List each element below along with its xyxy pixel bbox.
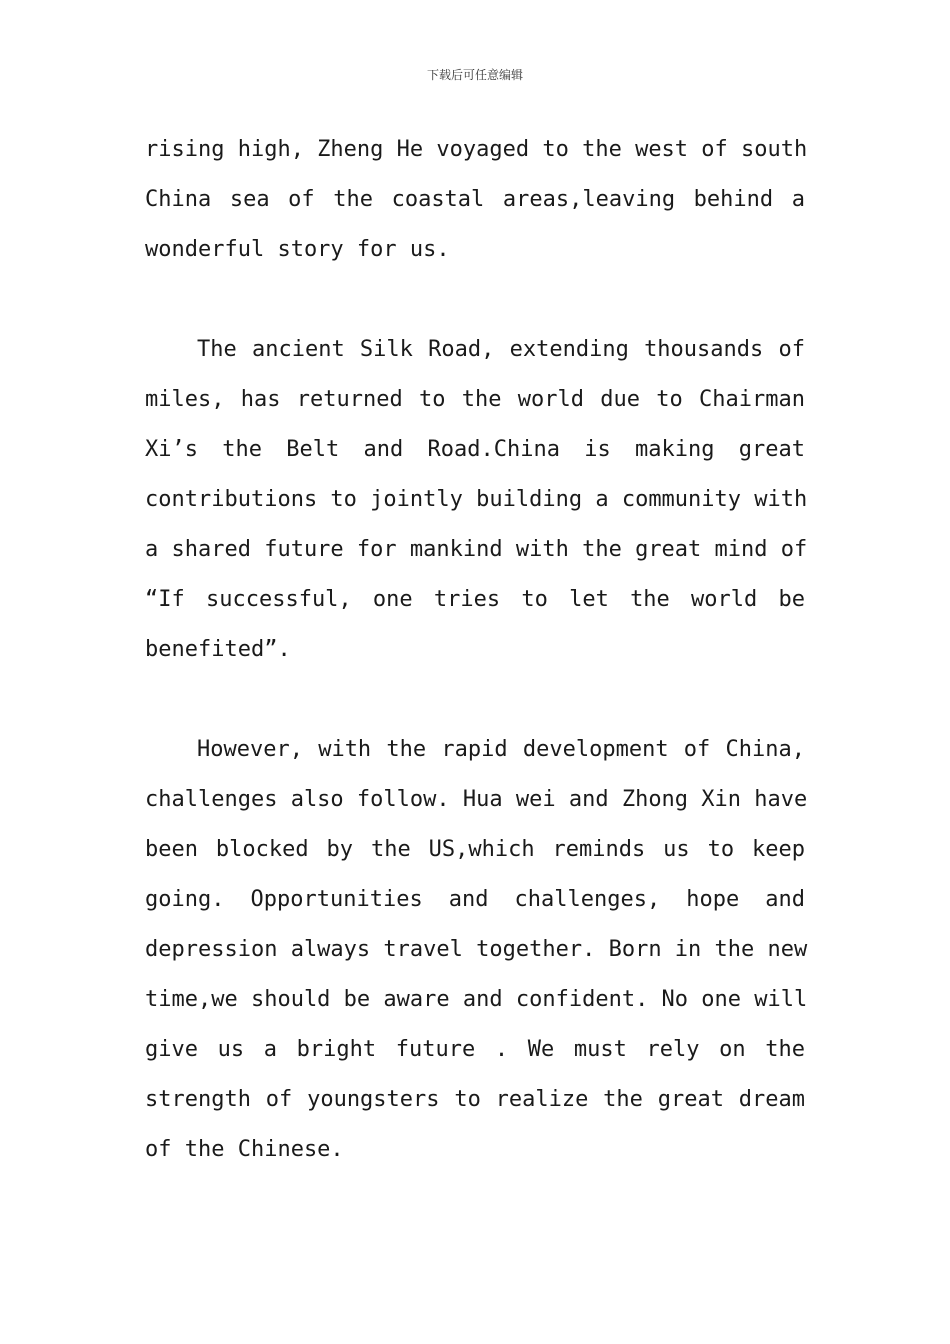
text-line: a shared future for mankind with the great mind of bbox=[145, 537, 808, 562]
text-line: strength of youngsters to realize the great dream bbox=[145, 1087, 805, 1112]
text-line: time,we should be aware and confident. No one will bbox=[145, 987, 808, 1012]
text-line: challenges also follow. Hua wei and Zhong Xin have bbox=[145, 787, 808, 812]
text-line: of the Chinese. bbox=[145, 1137, 344, 1162]
text-line: China sea of the coastal areas,leaving behind a bbox=[145, 187, 805, 212]
text-line: contributions to jointly building a community with bbox=[145, 487, 808, 512]
text-line: been blocked by the US,which reminds us to keep bbox=[145, 837, 805, 862]
text-line: wonderful story for us. bbox=[145, 237, 450, 262]
text-line: going. Opportunities and challenges, hope and bbox=[145, 887, 805, 912]
text-line: rising high, Zheng He voyaged to the west of south bbox=[145, 137, 808, 162]
text-line: The ancient Silk Road, extending thousands of bbox=[197, 337, 805, 362]
page-header: 下载后可任意编辑 bbox=[426, 68, 523, 82]
text-line: However, with the rapid development of China, bbox=[197, 737, 805, 762]
text-line: Xi’s the Belt and Road.China is making great bbox=[145, 437, 805, 462]
text-line: benefited”. bbox=[145, 637, 291, 662]
text-line: give us a bright future . We must rely on the bbox=[145, 1037, 805, 1062]
paragraph-2 bbox=[145, 325, 808, 675]
document-body bbox=[145, 125, 808, 1175]
paragraph-1 bbox=[145, 125, 808, 275]
text-line: depression always travel together. Born in the new bbox=[145, 937, 808, 962]
text-line: miles, has returned to the world due to Chairman bbox=[145, 387, 805, 412]
paragraph-3 bbox=[145, 725, 808, 1175]
text-line: “If successful, one tries to let the world be bbox=[145, 587, 805, 612]
